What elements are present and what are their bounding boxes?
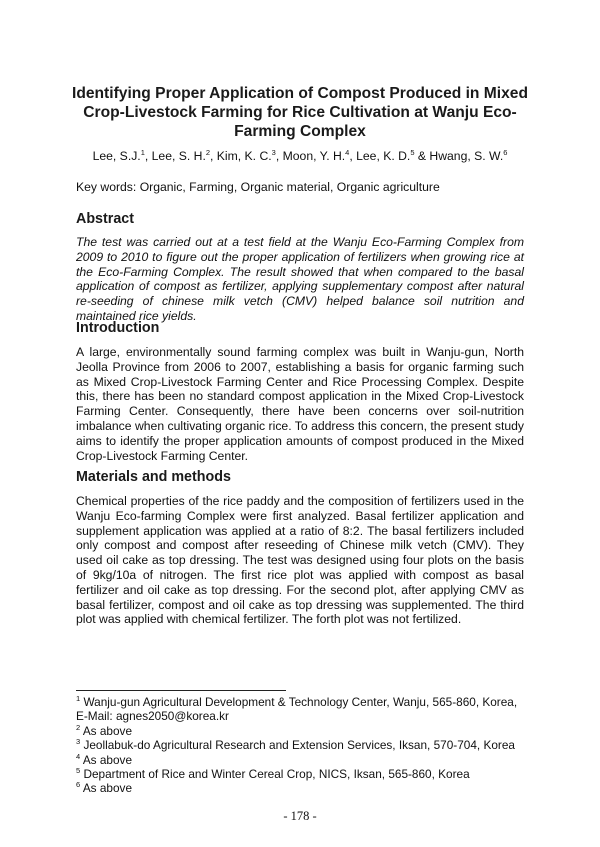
footnote: $^2$ As above: [76, 722, 132, 738]
footnotes: [76, 695, 524, 796]
author: Hwang, S. W.$^6$: [429, 148, 508, 163]
footnote: $^6$ As above: [76, 780, 132, 796]
methods-heading: Materials and methods: [76, 469, 231, 485]
footnote: $^1$ Wanju-gun Agricultural Development & Technology Center, Wanju, 565-860, Korea, E-Mail: agnes2050@korea.kr: [76, 694, 518, 724]
keywords-line: [76, 180, 524, 195]
methods-text: Chemical properties of the rice paddy and the composition of fertilizers used in the Wanju Eco-farming Complex were first analyzed. Basal fertilizer application and supplement application was applied at a ratio of 8:2. The basal fertilizers included only compost and compost after reseeding of Chinese milk vetch (CMV). They used oil cake as top dressing. The test was designed using four plots on the basis of 9kg/10a of nitrogen. The first rice plot was applied with compost as basal fertilizer and oil cake as top dressing. For the second plot, after applying CMV as basal fertilizer, compost and oil cake as top dressing was supplemented. The third plot was applied with chemical fertilizer. The forth plot was not fertilized.: [76, 494, 524, 627]
keywords-label: Key words:: [76, 180, 137, 194]
footnote: $^5$ Department of Rice and Winter Cereal Crop, NICS, Iksan, 565-860, Korea: [76, 766, 470, 782]
page-number: - 178 -: [283, 809, 317, 823]
introduction-heading: Introduction: [76, 320, 160, 336]
author-affiliation-mark: 1: [140, 148, 145, 157]
abstract-heading: Abstract: [76, 211, 134, 227]
paper-title: Identifying Proper Application of Compost Produced in Mixed Crop-Livestock Farming for Rice Cultivation at Wanju Eco-Farming Complex: [72, 85, 528, 140]
footnote-divider: [76, 690, 286, 691]
footnote: $^4$ As above: [76, 751, 132, 767]
author-affiliation-mark: 6: [503, 148, 508, 157]
author: Moon, Y. H.$^4$: [282, 148, 350, 163]
author: Kim, K. C.$^3$: [216, 148, 276, 163]
author: Lee, S.J.$^1$: [92, 148, 145, 163]
author-list: Lee, S.J.$^1$, Lee, S. H.$^2$, Kim, K. C.$^3$, Moon, Y. H.$^4$, Lee, K. D.$^5$ & Hwang, S. W.$^6$: [92, 148, 508, 163]
keywords-text: Organic, Farming, Organic material, Organic agriculture: [139, 180, 440, 194]
footnote: $^3$ Jeollabuk-do Agricultural Research and Extension Services, Iksan, 570-704, Korea: [76, 737, 515, 753]
author-affiliation-mark: 4: [345, 148, 350, 157]
author: Lee, K. D.$^5$: [356, 148, 415, 163]
abstract-text: The test was carried out at a test field at the Wanju Eco-Farming Complex from 2009 to 2010 to figure out the proper application of fertilizers when growing rice at the Eco-Farming Complex. The result showed that when compared to the basal application of compost as fertilizer, applying supplementary compost after natural re-seeding of chinese milk vetch (CMV) helped balance soil nutrition and maintained rice yields.: [76, 235, 524, 323]
author-affiliation-mark: 5: [410, 148, 415, 157]
author-affiliation-mark: 3: [271, 148, 276, 157]
author-affiliation-mark: 2: [205, 148, 211, 157]
introduction-text: A large, environmentally sound farming complex was built in Wanju-gun, North Jeolla Province from 2006 to 2007, establishing a basis for organic farming such as Mixed Crop-Livestock Farming Center and Rice Processing Complex. Despite this, there has been no standard compost application in the Mixed Crop-Livestock Farming Center. Consequently, there have been concerns over soil-nutrition imbalance when cultivating organic rice. To address this concern, the present study aims to identify the proper application amounts of compost produced in the Mixed Crop-Livestock Farming Center.: [76, 345, 524, 463]
author: Lee, S. H.$^2$: [151, 148, 211, 163]
